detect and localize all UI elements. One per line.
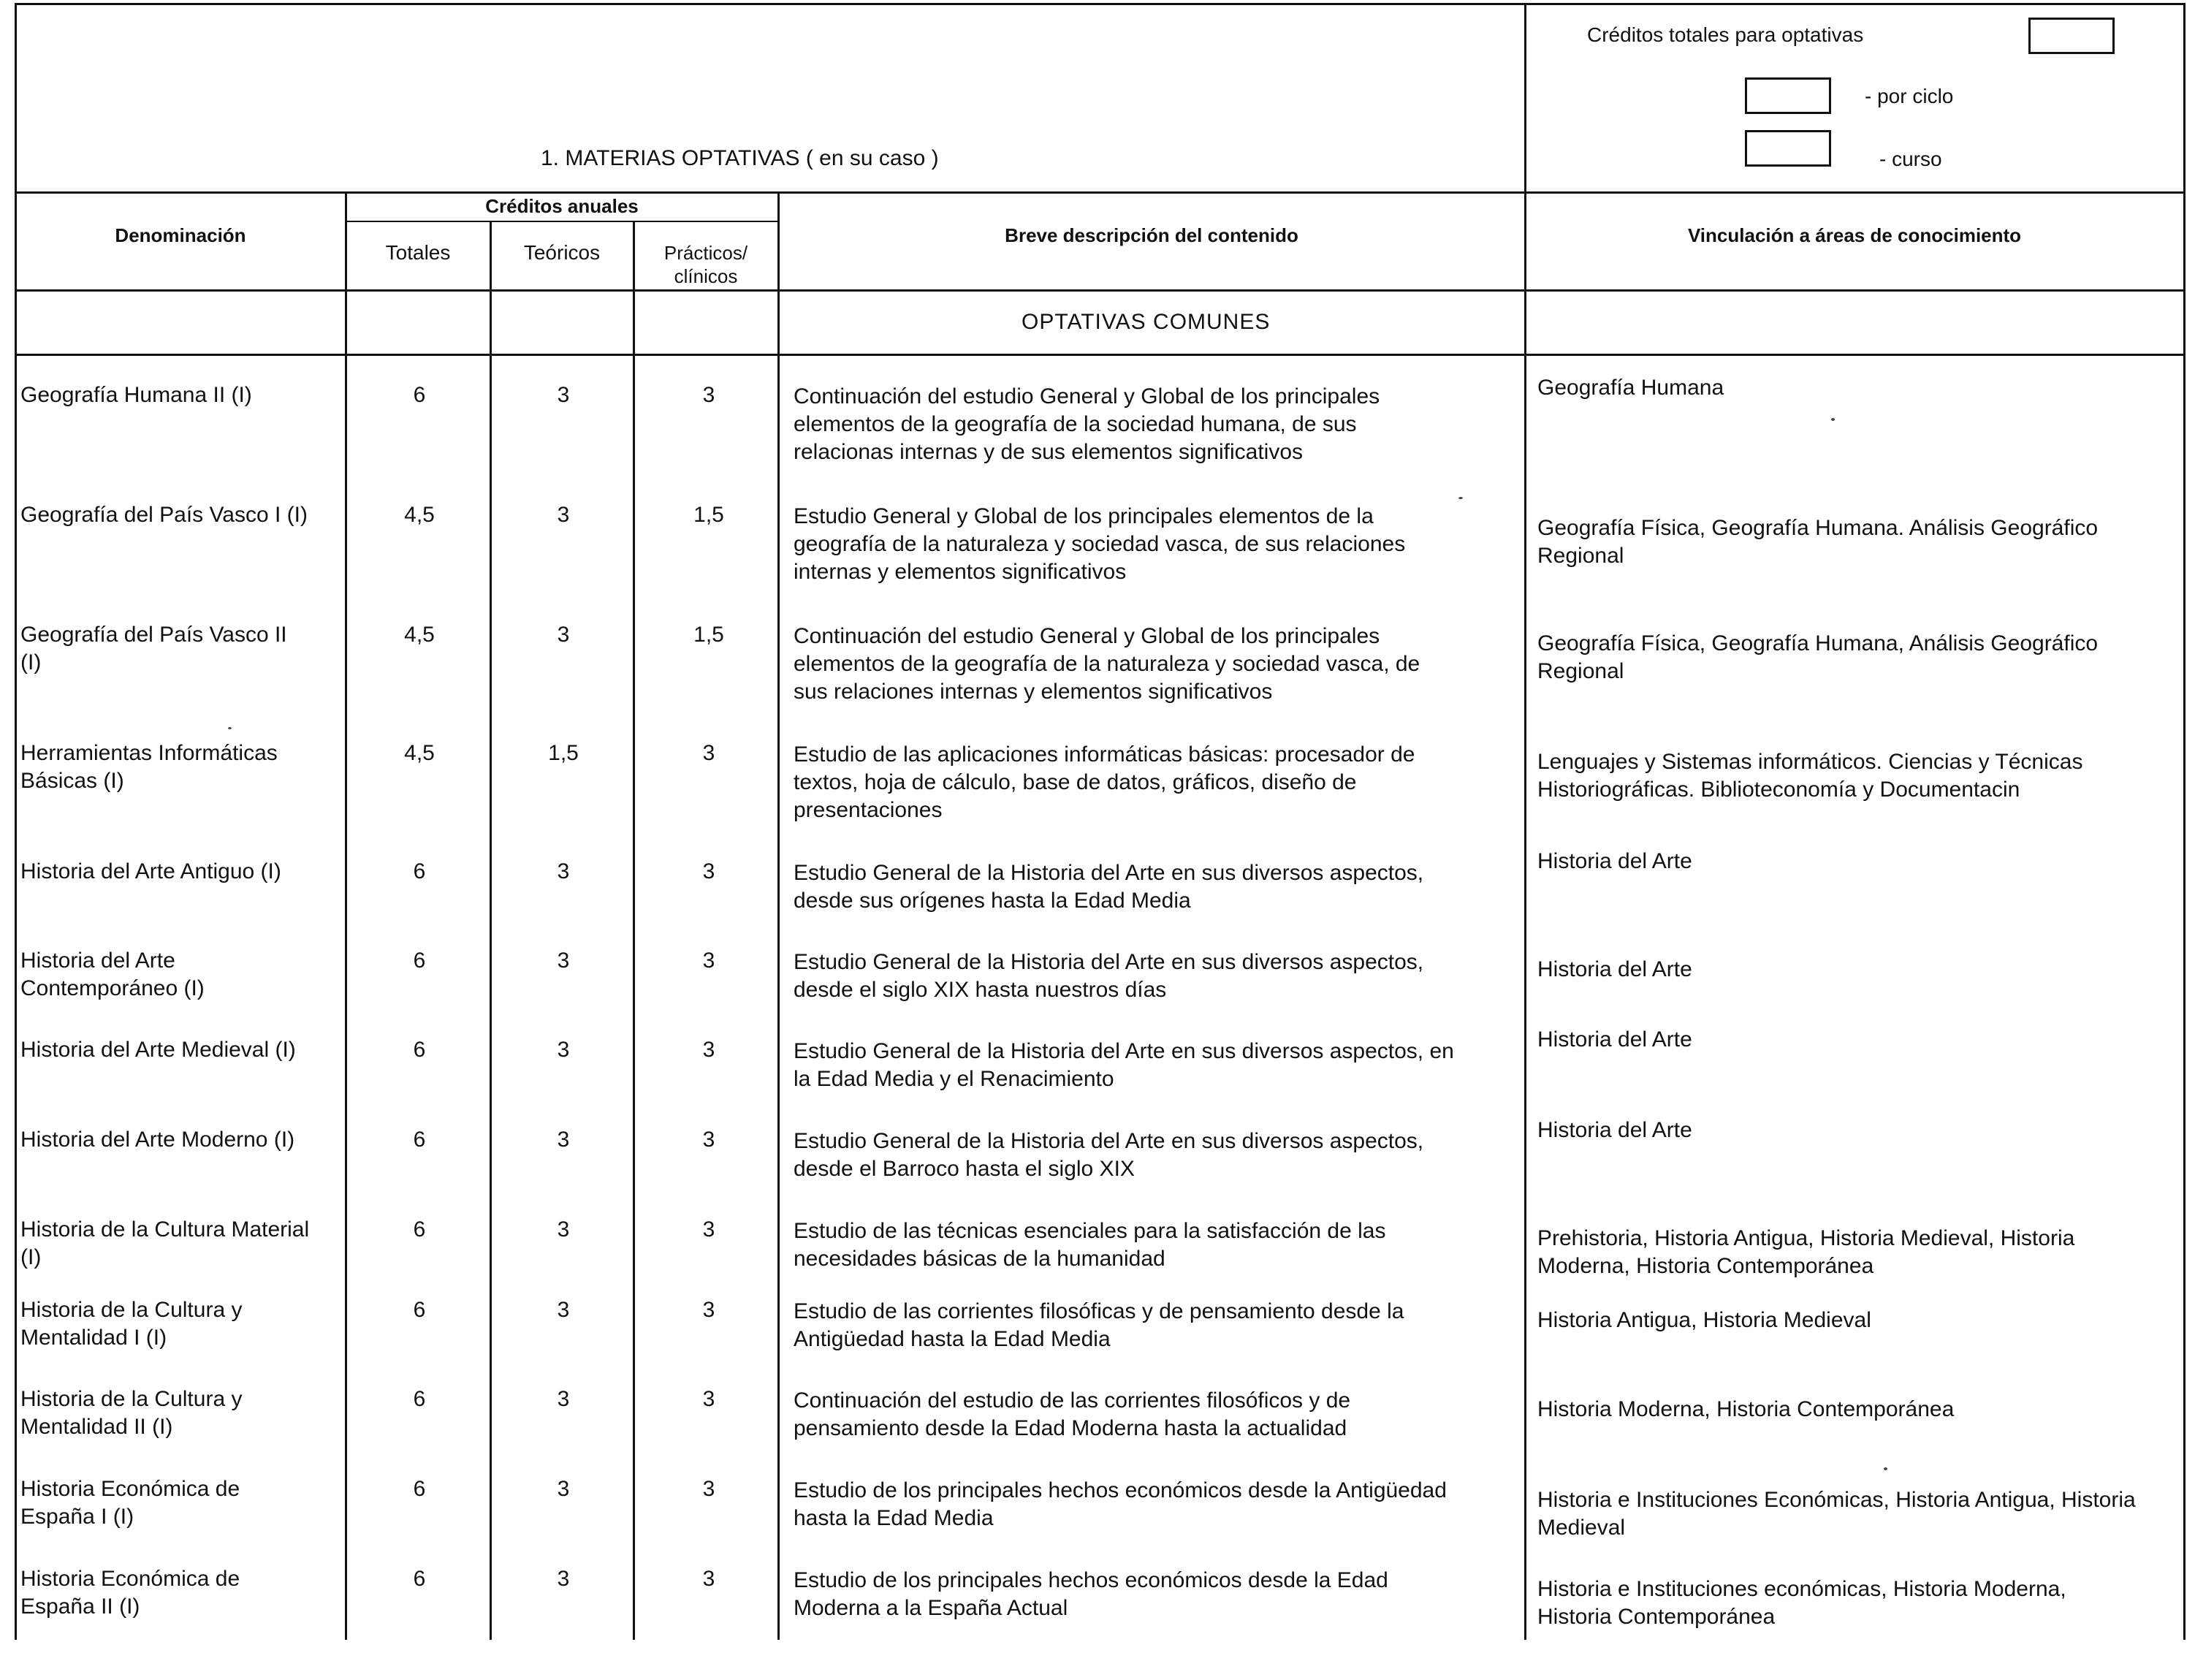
course-description-line: Estudio General de la Historia del Arte en sus diversos aspectos, — [794, 861, 1424, 885]
course-description — [794, 503, 1405, 586]
course-name-line: Mentalidad II (I) — [20, 1415, 173, 1439]
course-description-line: necesidades básicas de la humanidad — [794, 1247, 1165, 1271]
knowledge-area — [1537, 748, 2082, 804]
knowledge-area — [1537, 514, 2098, 570]
course-description-line: Estudio de las aplicaciones informáticas básicas: procesador de — [794, 742, 1415, 767]
knowledge-area-line: Historia e Instituciones Económicas, Historia Antigua, Historia — [1537, 1488, 2136, 1512]
course-name-line: Historia del Arte — [20, 949, 175, 973]
credits-practicos: 3 — [702, 1128, 715, 1152]
credits-totales: 6 — [413, 383, 426, 407]
col-creditos-anuales: Créditos anuales — [485, 195, 639, 217]
credits-practicos: 3 — [702, 1217, 715, 1242]
course-name-line: (I) — [20, 650, 42, 674]
knowledge-area — [1537, 374, 1724, 402]
course-description — [794, 1477, 1447, 1532]
knowledge-area-line: Historia Antigua, Historia Medieval — [1537, 1308, 1871, 1332]
course-description — [794, 1387, 1350, 1443]
course-name-line: Geografía Humana II (I) — [20, 383, 252, 407]
course-name-line: Historia Económica de — [20, 1477, 240, 1501]
credits-practicos: 3 — [702, 383, 715, 407]
course-description-line: presentaciones — [794, 798, 943, 822]
knowledge-area — [1537, 1576, 2066, 1631]
credits-teoricos: 3 — [557, 1477, 570, 1501]
credits-teoricos: 3 — [557, 623, 570, 647]
per-cycle-label: - por ciclo — [1865, 85, 1954, 107]
knowledge-area-line: Historia e Instituciones económicas, Historia Moderna, — [1537, 1577, 2066, 1601]
course-description-line: hasta la Edad Media — [794, 1506, 994, 1530]
course-description-line: geografía de la naturaleza y sociedad vasca, de sus relaciones — [794, 532, 1406, 556]
knowledge-area — [1537, 848, 1692, 875]
course-description — [794, 1038, 1454, 1093]
course-description-line: desde sus orígenes hasta la Edad Media — [794, 889, 1191, 913]
knowledge-area-line: Historia del Arte — [1537, 957, 1692, 981]
credits-teoricos: 3 — [557, 503, 570, 527]
course-name — [20, 858, 281, 886]
credits-practicos: 3 — [702, 1477, 715, 1501]
course-description-line: Estudio de las técnicas esenciales para la satisfacción de las — [794, 1219, 1386, 1243]
credits-practicos: 3 — [702, 859, 715, 883]
credits-totales: 6 — [413, 859, 426, 883]
course-name-line: (I) — [20, 1245, 42, 1269]
credits-total-label: Créditos totales para optativas — [1587, 23, 1864, 46]
knowledge-area — [1537, 1486, 2136, 1542]
course-description — [794, 1298, 1404, 1353]
col-descripcion: Breve descripción del contenido — [1005, 224, 1298, 246]
course-name-line: España I (I) — [20, 1505, 134, 1529]
credits-teoricos: 3 — [557, 1567, 570, 1591]
course-description-line: Estudio de los principales hechos económicos desde la Edad — [794, 1568, 1388, 1592]
course-description — [794, 859, 1423, 915]
course-name-line: Geografía del País Vasco I (I) — [20, 503, 308, 527]
knowledge-area-line: Moderna, Historia Contemporánea — [1537, 1254, 1874, 1278]
course-description-line: Estudio General y Global de los principales elementos de la — [794, 504, 1374, 528]
course-name — [20, 621, 287, 677]
credits-practicos: 1,5 — [693, 503, 724, 527]
knowledge-area-line: Historia del Arte — [1537, 1027, 1692, 1052]
course-name — [20, 501, 308, 529]
credits-teoricos: 3 — [557, 383, 570, 407]
credits-practicos: 3 — [702, 1387, 715, 1411]
credits-teoricos: 3 — [557, 1217, 570, 1242]
credits-teoricos: 3 — [557, 1128, 570, 1152]
course-description-line: Estudio de los principales hechos económicos desde la Antigüedad — [794, 1478, 1447, 1502]
course-description — [794, 1217, 1385, 1273]
credits-totales: 6 — [413, 1038, 426, 1062]
col-practicos-line2: clínicos — [674, 265, 738, 287]
course-name — [20, 1126, 294, 1154]
scan-speck — [1458, 497, 1463, 499]
course-name-line: Historia del Arte Moderno (I) — [20, 1128, 295, 1152]
credits-total-box[interactable] — [2028, 18, 2115, 54]
section-optativas-comunes: OPTATIVAS COMUNES — [1022, 310, 1271, 334]
credits-practicos: 3 — [702, 1038, 715, 1062]
knowledge-area-line: Historia del Arte — [1537, 1118, 1692, 1142]
credits-teoricos: 3 — [557, 859, 570, 883]
course-name — [20, 947, 205, 1003]
knowledge-area-line: Geografía Humana — [1537, 376, 1724, 400]
credits-teoricos: 3 — [557, 949, 570, 973]
credits-totales: 6 — [413, 1298, 426, 1322]
knowledge-area — [1537, 630, 2098, 685]
course-name — [20, 740, 278, 795]
col-denominacion: Denominación — [115, 224, 246, 246]
course-description — [794, 1567, 1388, 1622]
course-name-line: Básicas (I) — [20, 769, 124, 793]
course-name — [20, 1565, 240, 1621]
course-name — [20, 1216, 309, 1272]
course-description-line: Estudio General de la Historia del Arte en sus diversos aspectos, — [794, 1129, 1424, 1153]
credits-totales: 6 — [413, 1567, 426, 1591]
course-description-line: Continuación del estudio General y Global de los principales — [794, 624, 1380, 648]
knowledge-area-line: Historia Moderna, Historia Contemporánea — [1537, 1397, 1955, 1421]
course-name-line: Historia del Arte Medieval (I) — [20, 1038, 296, 1062]
course-name-line: Geografía del País Vasco II — [20, 623, 287, 647]
knowledge-area-line: Geografía Física, Geografía Humana, Análisis Geográfico — [1537, 631, 2099, 655]
credits-practicos: 3 — [702, 949, 715, 973]
scan-speck — [1884, 1467, 1887, 1470]
credits-practicos: 3 — [702, 741, 715, 765]
course-name-line: Mentalidad I (I) — [20, 1326, 167, 1350]
knowledge-area-line: Medieval — [1537, 1516, 1626, 1540]
course-description-line: la Edad Media y el Renacimiento — [794, 1067, 1114, 1091]
knowledge-area — [1537, 1117, 1692, 1144]
course-name — [20, 1296, 242, 1352]
course-name — [20, 1386, 242, 1441]
credits-totales: 6 — [413, 1128, 426, 1152]
scan-speck — [228, 727, 232, 729]
credits-totales: 4,5 — [404, 741, 435, 765]
course-description — [794, 383, 1380, 466]
section-title: 1. MATERIAS OPTATIVAS ( en su caso ) — [541, 146, 939, 170]
knowledge-area-line: Geografía Física, Geografía Humana. Análisis Geográfico — [1537, 516, 2099, 540]
course-name-line: España II (I) — [20, 1595, 140, 1619]
course-name-line: Contemporáneo (I) — [20, 976, 205, 1000]
knowledge-area-line: Historia Contemporánea — [1537, 1605, 1776, 1629]
knowledge-area — [1537, 1307, 1871, 1334]
credits-practicos: 1,5 — [693, 623, 724, 647]
course-name — [20, 1475, 240, 1531]
col-practicos-line1: Prácticos/ — [663, 242, 748, 264]
course-label: - curso — [1879, 148, 1942, 170]
course-description-line: desde el Barroco hasta el siglo XIX — [794, 1157, 1135, 1181]
course-description-line: Estudio de las corrientes filosóficas y de pensamiento desde la — [794, 1299, 1404, 1323]
course-description-line: Antigüedad hasta la Edad Media — [794, 1327, 1111, 1351]
course-description-line: textos, hoja de cálculo, base de datos, gráficos, diseño de — [794, 770, 1357, 794]
credits-teoricos: 3 — [557, 1387, 570, 1411]
course-description-line: relacionas internas y de sus elementos significativos — [794, 440, 1304, 464]
course-description-line: elementos de la geografía de la sociedad humana, de sus — [794, 412, 1357, 436]
col-totales: Totales — [385, 241, 451, 264]
course-name-line: Historia de la Cultura Material — [20, 1217, 310, 1242]
knowledge-area — [1537, 956, 1692, 984]
knowledge-area — [1537, 1026, 1692, 1054]
credits-totales: 6 — [413, 1477, 426, 1501]
credits-teoricos: 3 — [557, 1298, 570, 1322]
credits-practicos: 3 — [702, 1567, 715, 1591]
course-name-line: Herramientas Informáticas — [20, 741, 278, 765]
knowledge-area — [1537, 1396, 1954, 1424]
credits-totales: 6 — [413, 949, 426, 973]
course-description-line: Estudio General de la Historia del Arte en sus diversos aspectos, en — [794, 1039, 1454, 1063]
col-vinculacion: Vinculación a áreas de conocimiento — [1687, 224, 2022, 246]
course-box[interactable] — [1745, 130, 1831, 167]
knowledge-area — [1537, 1225, 2074, 1280]
course-description-line: internas y elementos significativos — [794, 560, 1127, 584]
credits-teoricos: 3 — [557, 1038, 570, 1062]
col-teoricos: Teóricos — [523, 241, 601, 264]
course-name — [20, 381, 252, 409]
course-description — [794, 623, 1420, 706]
per-cycle-box[interactable] — [1745, 77, 1831, 114]
credits-totales: 4,5 — [404, 623, 435, 647]
knowledge-area-line: Regional — [1537, 659, 1624, 683]
course-name — [20, 1036, 296, 1064]
course-description-line: Moderna a la España Actual — [794, 1596, 1068, 1620]
course-name-line: Historia Económica de — [20, 1567, 240, 1591]
course-description-line: Continuación del estudio General y Global de los principales — [794, 384, 1380, 408]
knowledge-area-line: Historiográficas. Biblioteconomía y Documentacin — [1537, 778, 2020, 802]
course-description — [794, 1128, 1423, 1183]
credits-totales: 4,5 — [404, 503, 435, 527]
course-name-line: Historia de la Cultura y — [20, 1298, 243, 1322]
knowledge-area-line: Historia del Arte — [1537, 849, 1692, 873]
course-description — [794, 949, 1423, 1004]
knowledge-area-line: Prehistoria, Historia Antigua, Historia Medieval, Historia — [1537, 1226, 2075, 1250]
credits-totales: 6 — [413, 1217, 426, 1242]
credits-teoricos: 1,5 — [548, 741, 579, 765]
credits-practicos: 3 — [702, 1298, 715, 1322]
course-description-line: pensamiento desde la Edad Moderna hasta la actualidad — [794, 1416, 1347, 1440]
course-description-line: sus relaciones internas y elementos significativos — [794, 680, 1273, 704]
course-name-line: Historia de la Cultura y — [20, 1387, 243, 1411]
credits-totales: 6 — [413, 1387, 426, 1411]
knowledge-area-line: Regional — [1537, 544, 1624, 568]
course-description-line: Estudio General de la Historia del Arte en sus diversos aspectos, — [794, 950, 1424, 974]
course-description — [794, 741, 1415, 824]
course-name-line: Historia del Arte Antiguo (I) — [20, 859, 281, 883]
course-description-line: desde el siglo XIX hasta nuestros días — [794, 978, 1167, 1002]
knowledge-area-line: Lenguajes y Sistemas informáticos. Ciencias y Técnicas — [1537, 750, 2083, 774]
course-description-line: elementos de la geografía de la naturaleza y sociedad vasca, de — [794, 652, 1420, 676]
scan-speck — [1831, 418, 1835, 421]
course-description-line: Continuación del estudio de las corrientes filosóficos y de — [794, 1388, 1351, 1413]
